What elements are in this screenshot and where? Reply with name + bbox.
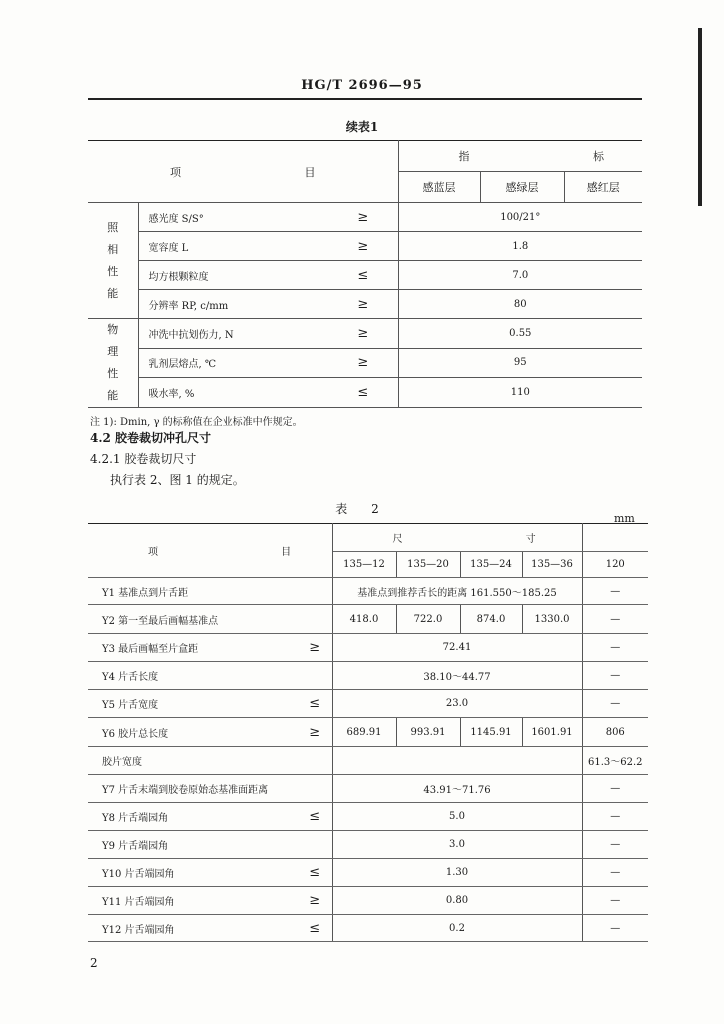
- row-value-120: —: [582, 831, 648, 859]
- row-name: 感光度 S/S°: [138, 203, 328, 232]
- row-operator: [298, 605, 332, 634]
- row-value-120: —: [582, 605, 648, 634]
- row-name: 冲洗中抗划伤力, N: [138, 319, 328, 349]
- row-name: Y6 胶片总长度: [88, 718, 298, 747]
- table1-title: 续表1: [345, 120, 379, 134]
- standard-code-header: HG/T 2696—95: [301, 78, 423, 93]
- row-value: 1.8: [398, 232, 642, 261]
- row-operator: ≥: [298, 634, 332, 662]
- row-name: Y5 片舌宽度: [88, 690, 298, 718]
- row-operator: [298, 747, 332, 775]
- table1: [88, 140, 665, 408]
- row-operator: ≥: [328, 203, 398, 232]
- group-photo-label: 照相性能: [88, 203, 138, 319]
- layer-green-header: 感绿层: [480, 172, 564, 203]
- row-name: Y4 片舌长度: [88, 662, 298, 690]
- row-span-value: 基准点到推荐舌长的距离 161.550～185.25: [332, 578, 582, 605]
- row-operator: ≥: [328, 319, 398, 349]
- table-row: [88, 775, 648, 803]
- row-operator: ≥: [328, 290, 398, 319]
- row-value: 722.0: [396, 605, 460, 634]
- row-operator: ≥: [328, 232, 398, 261]
- row-span-value: 1.30: [332, 859, 582, 887]
- table2-unit: mm: [614, 512, 635, 525]
- table2: [88, 523, 648, 942]
- row-value-120: —: [582, 578, 648, 605]
- row-name: Y2 第一至最后画幅基准点: [88, 605, 298, 634]
- table2-header-row: [88, 524, 648, 552]
- table-row: [88, 662, 648, 690]
- row-value: 7.0: [398, 261, 642, 290]
- row-span-value: 3.0: [332, 831, 582, 859]
- header-rule: [88, 98, 642, 100]
- row-value: 80: [398, 290, 642, 319]
- table-row: [88, 634, 648, 662]
- row-operator: ≥: [328, 348, 398, 378]
- table2-title: 表 2: [335, 502, 389, 516]
- col-135-20: 135—20: [396, 552, 460, 578]
- row-value-120: —: [582, 775, 648, 803]
- row-operator: ≤: [328, 378, 398, 408]
- row-value: 1330.0: [522, 605, 582, 634]
- row-value-120: 806: [582, 718, 648, 747]
- col-135-24: 135—24: [460, 552, 522, 578]
- row-operator: ≤: [298, 690, 332, 718]
- row-name: 均方根颗粒度: [138, 261, 328, 290]
- row-name: 吸水率, %: [138, 378, 328, 408]
- table-row: [88, 378, 642, 408]
- table2-size-header: 尺 寸: [332, 524, 582, 552]
- layer-blue-header: 感蓝层: [398, 172, 480, 203]
- row-span-value: 43.91～71.76: [332, 775, 582, 803]
- row-value: 874.0: [460, 605, 522, 634]
- row-operator: ≤: [298, 915, 332, 942]
- table-row: [88, 690, 648, 718]
- row-value: 0.55: [398, 319, 642, 349]
- row-span-value: 23.0: [332, 690, 582, 718]
- section-paragraph: 执行表 2、图 1 的规定。: [110, 473, 245, 487]
- row-operator: [298, 775, 332, 803]
- col-120: 120: [582, 552, 648, 578]
- row-value-120: —: [582, 915, 648, 942]
- row-span-value: 72.41: [332, 634, 582, 662]
- row-value-120: 61.3～62.2: [582, 747, 648, 775]
- row-value-120: —: [582, 690, 648, 718]
- row-operator: [298, 578, 332, 605]
- section-4-2-1: 4.2.1 胶卷裁切尺寸: [90, 452, 197, 466]
- row-value: 110: [398, 378, 642, 408]
- row-operator: ≤: [298, 859, 332, 887]
- row-span-value: 5.0: [332, 803, 582, 831]
- table-row: [88, 261, 642, 290]
- group-physical-label: 物理性能: [88, 319, 138, 408]
- row-span-value: 0.2: [332, 915, 582, 942]
- section-4-2: 4.2 胶卷裁切冲孔尺寸: [90, 431, 212, 445]
- scan-edge-mark: [698, 28, 702, 206]
- row-value: 100/21°: [398, 203, 642, 232]
- row-value-120: —: [582, 662, 648, 690]
- row-name: Y10 片舌端园角: [88, 859, 298, 887]
- page-number: 2: [90, 956, 98, 970]
- table-row: [88, 319, 642, 349]
- row-value-120: —: [582, 859, 648, 887]
- row-name: 分辨率 RP, c/mm: [138, 290, 328, 319]
- layer-red-header: 感红层: [564, 172, 642, 203]
- table-row: [88, 915, 648, 942]
- row-name: Y1 基准点到片舌距: [88, 578, 298, 605]
- row-span-value: [332, 747, 582, 775]
- table-row: [88, 718, 648, 747]
- row-operator: ≥: [298, 887, 332, 915]
- table2-item-header: 项 目: [88, 524, 332, 578]
- table-row: [88, 831, 648, 859]
- row-value-120: —: [582, 634, 648, 662]
- row-value: 1145.91: [460, 718, 522, 747]
- row-value: 993.91: [396, 718, 460, 747]
- table-row: [88, 290, 642, 319]
- table-row: [88, 578, 648, 605]
- row-value: 1601.91: [522, 718, 582, 747]
- table-row: [88, 803, 648, 831]
- table-row: [88, 203, 642, 232]
- row-name: Y12 片舌端园角: [88, 915, 298, 942]
- row-value: 95: [398, 348, 642, 378]
- table-row: [88, 232, 642, 261]
- row-name: Y7 片舌末端到胶卷原始态基准面距离: [88, 775, 298, 803]
- row-name: Y8 片舌端园角: [88, 803, 298, 831]
- row-name: 乳剂层熔点, ℃: [138, 348, 328, 378]
- table1-indicator-header: 指 标: [398, 141, 642, 172]
- table-row: [88, 859, 648, 887]
- table1-footnote: 注 1): Dmin, γ 的标称值在企业标准中作规定。: [90, 417, 303, 428]
- row-operator: ≥: [298, 718, 332, 747]
- row-operator: ≤: [328, 261, 398, 290]
- table-row: [88, 887, 648, 915]
- col-135-12: 135—12: [332, 552, 396, 578]
- table-row: [88, 605, 648, 634]
- row-operator: [298, 662, 332, 690]
- row-name: Y3 最后画幅至片盒距: [88, 634, 298, 662]
- table1-item-header: 项 目: [88, 141, 398, 203]
- row-value: 418.0: [332, 605, 396, 634]
- row-span-value: 38.10～44.77: [332, 662, 582, 690]
- row-span-value: 0.80: [332, 887, 582, 915]
- row-value-120: —: [582, 887, 648, 915]
- row-operator: ≤: [298, 803, 332, 831]
- row-name: Y9 片舌端园角: [88, 831, 298, 859]
- row-value-120: —: [582, 803, 648, 831]
- col-135-36: 135—36: [522, 552, 582, 578]
- row-name: 胶片宽度: [88, 747, 298, 775]
- table-row: [88, 348, 642, 378]
- table-row: [88, 747, 648, 775]
- row-operator: [298, 831, 332, 859]
- row-value: 689.91: [332, 718, 396, 747]
- row-name: Y11 片舌端园角: [88, 887, 298, 915]
- table1-header-row: [88, 141, 642, 172]
- row-name: 宽容度 L: [138, 232, 328, 261]
